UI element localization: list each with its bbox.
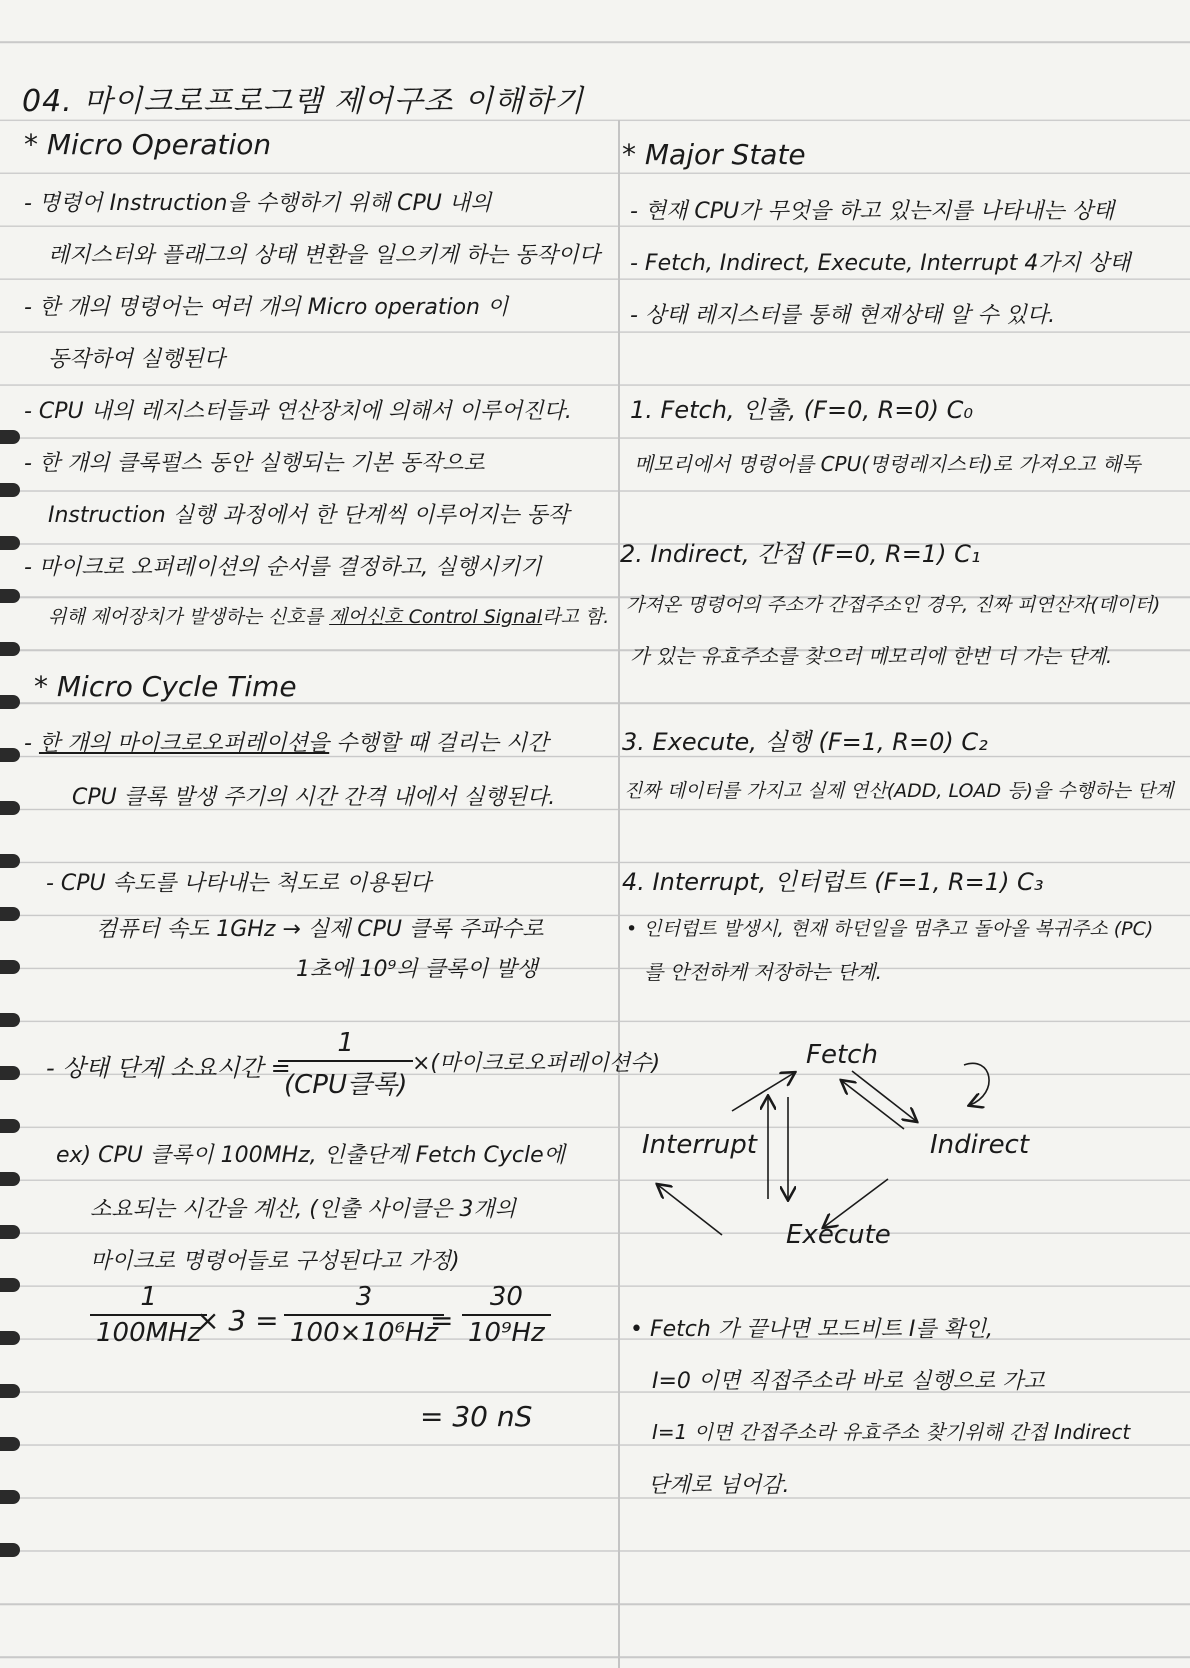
binding-ring xyxy=(0,1119,20,1133)
note-line-3: I=1 이면 간접주소라 유효주소 찾기위해 간접 Indirect xyxy=(652,1420,1131,1444)
micro-op-line-3: - 한 개의 명령어는 여러 개의 Micro operation 이 xyxy=(24,295,509,320)
micro-cycle-heading: * Micro Cycle Time xyxy=(34,670,297,703)
formula-rest: ×(마이크로오퍼레이션수) xyxy=(412,1051,661,1076)
control-signal-intro: 위해 제어장치가 발생하는 신호를 xyxy=(48,606,324,628)
state-interrupt-desc-1: • 인터럽트 발생시, 현재 하던일을 멈추고 돌아올 복귀주소 (PC) xyxy=(626,918,1154,940)
binding-ring xyxy=(0,1278,20,1292)
dash: - xyxy=(24,731,32,756)
formula-label: - 상태 단계 소요시간 = xyxy=(46,1054,291,1082)
binding-ring xyxy=(0,483,20,497)
example-line-2: 소요되는 시간을 계산, (인출 사이클은 3개의 xyxy=(90,1197,516,1222)
binding-ring xyxy=(0,1066,20,1080)
state-indirect-desc-2: 가 있는 유효주소를 찾으러 메모리에 한번 더 가는 단계. xyxy=(630,644,1113,668)
fraction-bar xyxy=(462,1314,551,1316)
arrow-interrupt-to-fetch xyxy=(732,1073,794,1111)
binding-ring xyxy=(0,801,20,815)
f1-numerator: 1 xyxy=(140,1282,157,1312)
micro-cycle-line-2: CPU 클록 발생 주기의 시간 간격 내에서 실행된다. xyxy=(72,785,556,810)
equals-sign: = xyxy=(430,1304,454,1337)
micro-op-line-8: - 마이크로 오퍼레이션의 순서를 결정하고, 실행시키기 xyxy=(24,555,542,580)
example-line-1: ex) CPU 클록이 100MHz, 인출단계 Fetch Cycle에 xyxy=(56,1143,565,1168)
binding-ring xyxy=(0,1384,20,1398)
state-fetch-desc: 메모리에서 명령어를 CPU(명령레지스터)로 가져오고 해독 xyxy=(634,452,1141,476)
f3-numerator: 30 xyxy=(489,1282,523,1312)
binding-ring xyxy=(0,1172,20,1186)
binding-ring xyxy=(0,960,20,974)
column-divider xyxy=(618,120,620,1668)
times-three: × 3 = xyxy=(196,1304,279,1337)
state-fetch-title: 1. Fetch, 인출, (F=0, R=0) C₀ xyxy=(630,396,974,424)
fraction-bar xyxy=(278,1060,413,1062)
fraction-bar xyxy=(284,1314,444,1316)
arrow-execute-to-interrupt xyxy=(658,1185,722,1235)
micro-op-line-5: - CPU 내의 레지스터들과 연산장치에 의해서 이루어진다. xyxy=(24,399,572,424)
binding-ring xyxy=(0,589,20,603)
micro-operation-heading: * Micro Operation xyxy=(24,128,272,161)
micro-op-line-7: Instruction 실행 과정에서 한 단계씩 이루어지는 동작 xyxy=(48,503,569,528)
spiral-binding xyxy=(0,430,26,1668)
state-indirect-desc-1: 가져온 명령어의 주소가 간접주소인 경우, 진짜 피연산자(데이터) xyxy=(626,594,1161,616)
diagram-node-interrupt: Interrupt xyxy=(642,1130,757,1160)
binding-ring xyxy=(0,430,20,444)
formula-numerator: 1 xyxy=(337,1028,354,1058)
micro-op-line-2: 레지스터와 플래그의 상태 변환을 일으키게 하는 동작이다 xyxy=(48,243,601,268)
one-micro-op-underlined: 한 개의 마이크로오퍼레이션을 xyxy=(38,731,330,756)
micro-cycle-line-4: 컴퓨터 속도 1GHz → 실제 CPU 클록 주파수로 xyxy=(96,917,544,942)
page-title: 04. 마이크로프로그램 제어구조 이해하기 xyxy=(22,84,584,119)
f1-denominator: 100MHz xyxy=(96,1318,202,1348)
note-line-1: • Fetch 가 끝나면 모드비트 I를 확인, xyxy=(630,1317,994,1342)
binding-ring xyxy=(0,854,20,868)
control-signal-term: 제어신호 Control Signal xyxy=(329,606,543,628)
micro-cycle-line-5: 1초에 10⁹의 클록이 발생 xyxy=(296,957,538,982)
f2-numerator: 3 xyxy=(355,1282,373,1312)
note-line-2: I=0 이면 직접주소라 바로 실행으로 가고 xyxy=(652,1369,1045,1394)
binding-ring xyxy=(0,695,20,709)
micro-op-line-1: - 명령어 Instruction을 수행하기 위해 CPU 내의 xyxy=(24,191,492,216)
micro-op-line-9 xyxy=(48,602,609,629)
binding-ring xyxy=(0,1225,20,1239)
arrow-indirect-self-loop xyxy=(964,1063,989,1105)
micro-op-line-4: 동작하여 실행된다 xyxy=(48,347,226,372)
binding-ring xyxy=(0,748,20,762)
major-state-heading: * Major State xyxy=(622,138,806,171)
formula-denominator: (CPU클록) xyxy=(284,1070,408,1100)
major-state-line-1: - 현재 CPU가 무엇을 하고 있는지를 나타내는 상태 xyxy=(630,199,1115,224)
state-interrupt-title: 4. Interrupt, 인터럽트 (F=1, R=1) C₃ xyxy=(622,868,1044,896)
example-fraction-2 xyxy=(284,1282,444,1348)
example-result: = 30 nS xyxy=(420,1400,533,1433)
state-execute-title: 3. Execute, 실행 (F=1, R=0) C₂ xyxy=(622,728,988,756)
binding-ring xyxy=(0,1490,20,1504)
binding-ring xyxy=(0,1543,20,1557)
formula-fraction xyxy=(278,1028,413,1101)
fraction-bar xyxy=(90,1314,207,1316)
f3-denominator: 10⁹Hz xyxy=(468,1318,545,1348)
note-line-4: 단계로 넘어감. xyxy=(648,1473,790,1498)
micro-cycle-line-3: - CPU 속도를 나타내는 척도로 이용된다 xyxy=(46,871,432,896)
example-fraction-1 xyxy=(90,1282,207,1348)
f2-denominator: 100×10⁶Hz xyxy=(290,1318,439,1348)
major-state-line-2: - Fetch, Indirect, Execute, Interrupt 4가지 상태 xyxy=(630,251,1131,276)
diagram-node-fetch: Fetch xyxy=(806,1040,878,1070)
state-execute-desc: 진짜 데이터를 가지고 실제 연산(ADD, LOAD 등)을 수행하는 단계 xyxy=(624,780,1174,802)
state-interrupt-desc-2: 를 안전하게 저장하는 단계. xyxy=(644,960,882,984)
diagram-node-execute: Execute xyxy=(786,1220,891,1250)
example-line-3: 마이크로 명령어들로 구성된다고 가정) xyxy=(90,1249,460,1274)
major-state-line-3: - 상태 레지스터를 통해 현재상태 알 수 있다. xyxy=(630,303,1056,328)
binding-ring xyxy=(0,1331,20,1345)
example-fraction-3 xyxy=(462,1282,551,1348)
control-signal-suffix: 라고 함. xyxy=(542,606,610,628)
binding-ring xyxy=(0,536,20,550)
binding-ring xyxy=(0,1437,20,1451)
state-indirect-title: 2. Indirect, 간접 (F=0, R=1) C₁ xyxy=(620,540,981,568)
binding-ring xyxy=(0,907,20,921)
binding-ring xyxy=(0,642,20,656)
binding-ring xyxy=(0,1013,20,1027)
time-taken: 수행할 때 걸리는 시간 xyxy=(336,731,549,756)
diagram-node-indirect: Indirect xyxy=(930,1130,1030,1160)
micro-op-line-6: - 한 개의 클록펄스 동안 실행되는 기본 동작으로 xyxy=(24,451,485,476)
micro-cycle-line-1 xyxy=(24,726,548,757)
